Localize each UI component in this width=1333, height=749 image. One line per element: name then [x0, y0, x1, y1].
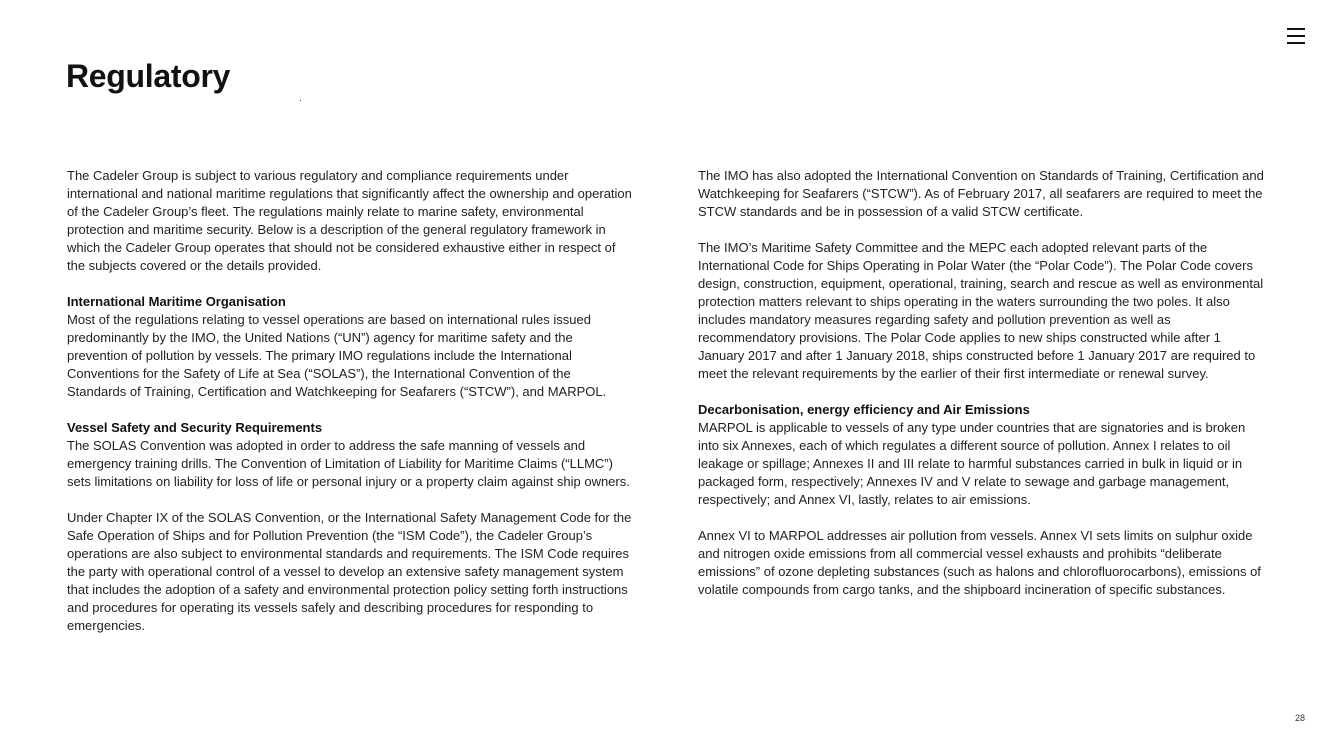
- ism-code-paragraph: Under Chapter IX of the SOLAS Convention, or the International Safety Management Code for the Safe Operation of Ships and for Pollution Prevention (the “ISM Code”), the Cadeler Group’s operations are also subject to environmental standards and requirements. The ISM Code requires the party with operational control of a vessel to develop an extensive safety management system that includes the adoption of a safety and environmental protection policy setting forth instructions and procedures for operating its vessels safely and describing procedures for responding to emergencies.: [67, 510, 632, 633]
- left-column: [67, 167, 633, 653]
- imo-paragraph: Most of the regulations relating to vessel operations are based on international rules issued predominantly by the IMO, the United Nations (“UN”) agency for maritime safety and the prevention of pollution by vessels. The primary IMO regulations include the International Conventions for the Safety of Life at Sea (“SOLAS”), the International Convention of the Standards of Training, Certification and Watchkeeping for Seafarers (“STCW”), and MARPOL.: [67, 312, 607, 399]
- right-column: [698, 167, 1266, 617]
- menu-bar: [1287, 42, 1305, 44]
- hamburger-menu-icon[interactable]: [1287, 28, 1305, 44]
- page-title: Regulatory: [66, 58, 231, 94]
- stcw-paragraph: The IMO has also adopted the International Convention on Standards of Training, Certification and Watchkeeping for Seafarers (“STCW”). As of February 2017, all seafarers are required to meet the STCW standards and be in possession of a valid STCW certificate.: [698, 168, 1264, 219]
- decorative-dot: [300, 100, 301, 101]
- menu-bar: [1287, 35, 1305, 37]
- marpol-paragraph: MARPOL is applicable to vessels of any type under countries that are signatories and is broken into six Annexes, each of which regulates a different source of pollution. Annex I relates to oil leakage or spillage; Annexes II and III relate to harmful substances carried in bulk in liquid or in packaged form, respectively; Annexes IV and V relate to sewage and garbage management, respectively; and Annex VI, lastly, relates to air emissions.: [698, 420, 1246, 507]
- intro-paragraph: The Cadeler Group is subject to various regulatory and compliance requirements under international and national maritime regulations that significantly affect the ownership and operation of the Cadeler Group’s fleet. The regulations mainly relate to marine safety, environmental protection and maritime security. Below is a description of the general regulatory framework in which the Cadeler Group operates that should not be considered exhaustive either in respect of the subjects covered or the details provided.: [67, 168, 632, 273]
- imo-heading: International Maritime Organisation: [67, 294, 286, 309]
- page-number: 28: [1295, 713, 1306, 723]
- polar-code-paragraph: The IMO’s Maritime Safety Committee and the MEPC each adopted relevant parts of the International Code for Ships Operating in Polar Water (the “Polar Code”). The Polar Code covers design, construction, equipment, operational, training, search and rescue as well as environmental protection matters relevant to ships operating in the waters surrounding the two poles. It also includes mandatory measures regarding safety and pollution prevention as well as recommendatory provisions. The Polar Code applies to new ships constructed while after 1 January 2017 and after 1 January 2018, ships constructed before 1 January 2017 are required to meet the relevant requirements by the earlier of their first intermediate or renewal survey.: [698, 240, 1264, 381]
- menu-bar: [1287, 28, 1305, 30]
- vessel-safety-heading: Vessel Safety and Security Requirements: [67, 420, 323, 435]
- decarbonisation-heading: Decarbonisation, energy efficiency and Air Emissions: [698, 402, 1030, 417]
- vessel-safety-paragraph: The SOLAS Convention was adopted in order to address the safe manning of vessels and emergency training drills. The Convention of Limitation of Liability for Maritime Claims (“LLMC”) sets limitations on liability for loss of life or personal injury or a property claim against ship owners.: [67, 438, 630, 489]
- annex-vi-paragraph: Annex VI to MARPOL addresses air pollution from vessels. Annex VI sets limits on sulphur oxide and nitrogen oxide emissions from all commercial vessel exhausts and prohibits “deliberate emissions” of ozone depleting substances (such as halons and chlorofluorocarbons), emissions of volatile compounds from cargo tanks, and the shipboard incineration of specific substances.: [698, 528, 1261, 597]
